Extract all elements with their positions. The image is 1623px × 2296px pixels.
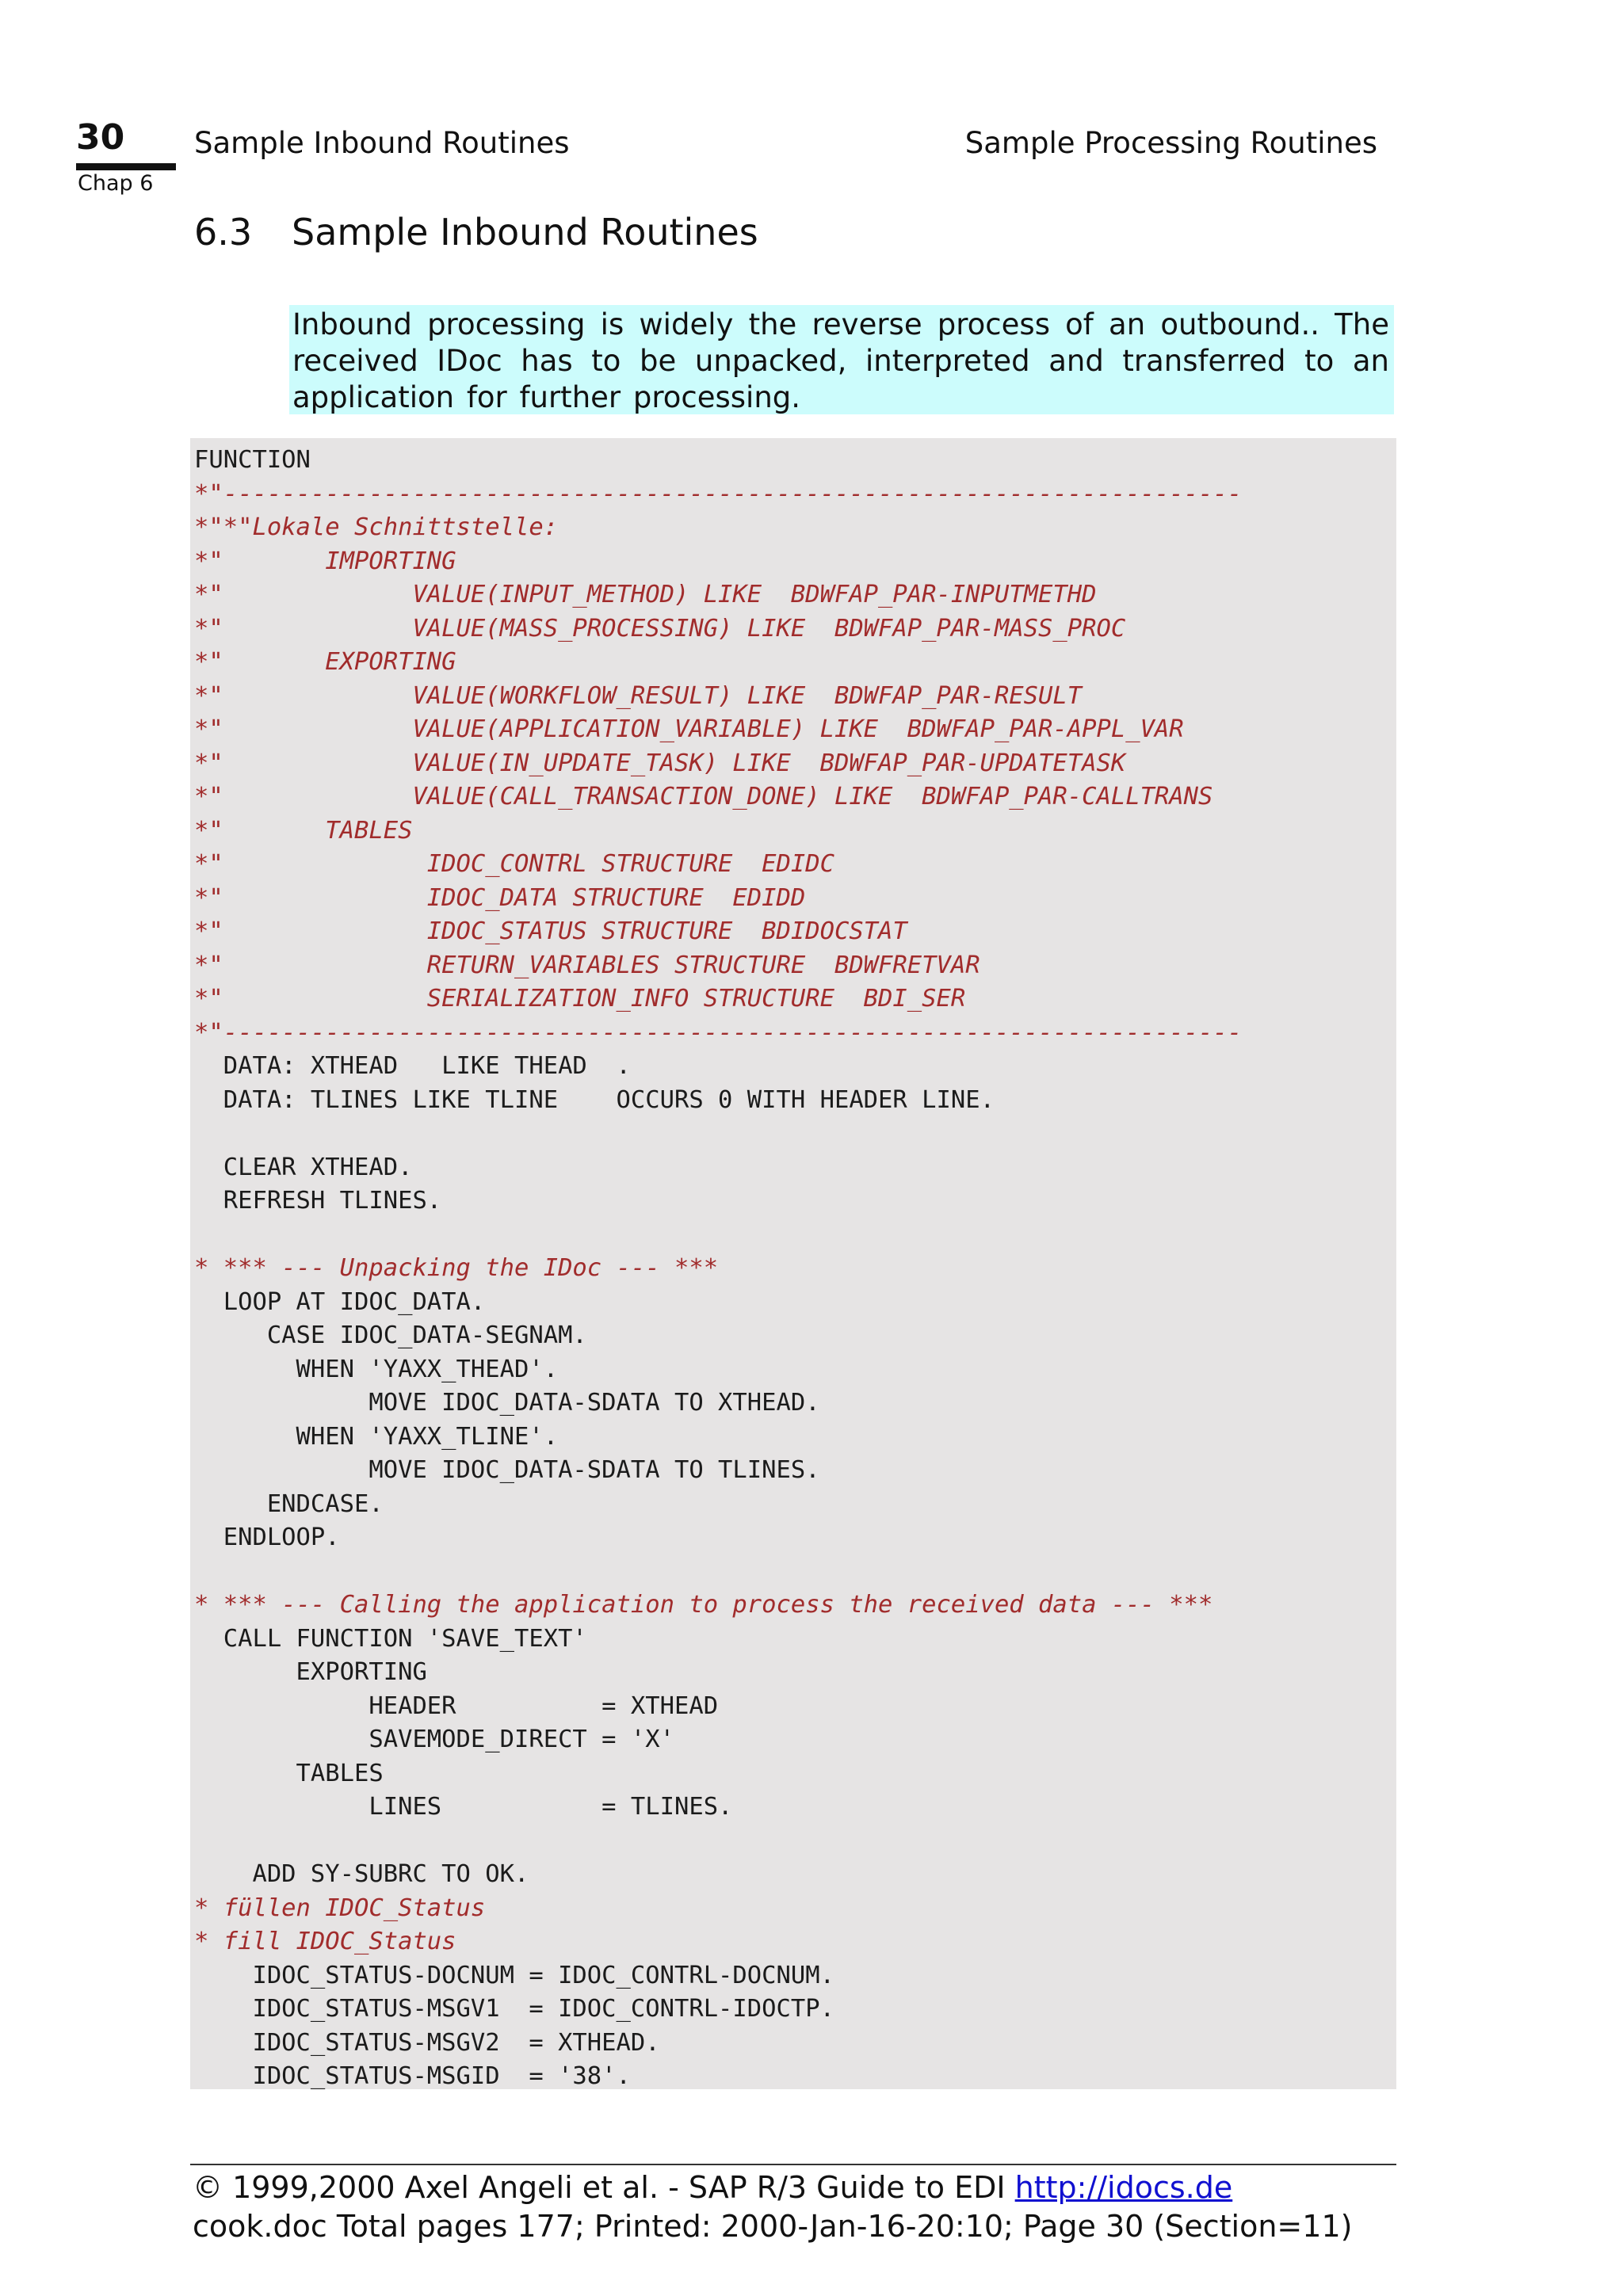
code-line: ENDLOOP. <box>194 1524 340 1551</box>
code-line: CALL FUNCTION 'SAVE_TEXT' <box>194 1624 587 1653</box>
code-comment-line: *" VALUE(APPLICATION_VARIABLE) LIKE BDWFAP_PAR-APPL_VAR <box>194 715 1184 743</box>
code-comment-line: *" VALUE(IN_UPDATE_TASK) LIKE BDWFAP_PAR-UPDATETASK <box>194 749 1126 777</box>
code-listing <box>190 438 1396 2089</box>
website-link[interactable]: http://idocs.de <box>1014 2170 1233 2205</box>
code-line: IDOC_STATUS-MSGV2 = XTHEAD. <box>194 2028 660 2057</box>
page-number: 30 <box>76 117 125 158</box>
code-line: CASE IDOC_DATA-SEGNAM. <box>194 1322 587 1349</box>
code-comment-line: * *** --- Calling the application to process the received data --- *** <box>194 1591 1213 1619</box>
section-heading <box>194 211 758 254</box>
running-title-right: Sample Processing Routines <box>964 126 1377 160</box>
code-line: IDOC_STATUS-MSGID = '38'. <box>194 2062 631 2089</box>
code-line: REFRESH TLINES. <box>194 1187 442 1215</box>
code-line: MOVE IDOC_DATA-SDATA TO TLINES. <box>194 1456 820 1484</box>
code-line <box>194 1219 1396 1253</box>
code-line: WHEN 'YAXX_THEAD'. <box>194 1355 559 1383</box>
code-comment-line: *" VALUE(WORKFLOW_RESULT) LIKE BDWFAP_PAR-RESULT <box>194 681 1083 710</box>
code-line: HEADER = XTHEAD <box>194 1691 719 1720</box>
code-line: IDOC_STATUS-MSGV1 = IDOC_CONTRL-IDOCTP. <box>194 1995 834 2023</box>
page-number-rule <box>76 163 176 170</box>
code-comment-line: *" IDOC_DATA STRUCTURE EDIDD <box>194 883 806 912</box>
code-line: LINES = TLINES. <box>194 1793 733 1821</box>
footer-copyright <box>193 2172 1232 2205</box>
running-title-left: Sample Inbound Routines <box>194 126 570 160</box>
code-comment-line: *" VALUE(MASS_PROCESSING) LIKE BDWFAP_PAR-MASS_PROC <box>194 614 1126 643</box>
code-line: IDOC_STATUS-DOCNUM = IDOC_CONTRL-DOCNUM. <box>194 1961 834 1989</box>
chapter-label: Chap 6 <box>78 171 154 196</box>
code-line: DATA: TLINES LIKE TLINE OCCURS 0 WITH HEADER LINE. <box>194 1085 995 1114</box>
code-line: TABLES <box>194 1759 384 1787</box>
code-comment-line: *" VALUE(CALL_TRANSACTION_DONE) LIKE BDWFAP_PAR-CALLTRANS <box>194 783 1213 810</box>
code-line <box>194 1117 1396 1151</box>
code-comment-line: *"---------------------------------------------------------------------- <box>194 479 1243 508</box>
footer-rule <box>190 2164 1396 2165</box>
code-line: FUNCTION <box>194 446 311 474</box>
code-comment-line: *"*"Lokale Schnittstelle: <box>194 513 559 541</box>
section-number: 6.3 <box>194 211 253 254</box>
summary-box: Inbound processing is widely the reverse process of an outbound.. The received IDoc has to be unpacked, interpreted and transferred to an application for further processing. <box>289 305 1394 414</box>
code-comment-line: * *** --- Unpacking the IDoc --- *** <box>194 1254 719 1282</box>
code-line: EXPORTING <box>194 1658 427 1686</box>
code-comment-line: *" IMPORTING <box>194 547 456 575</box>
code-comment-line: * fill IDOC_Status <box>194 1928 456 1955</box>
code-comment-line: *"---------------------------------------------------------------------- <box>194 1018 1243 1047</box>
code-comment-line: *" IDOC_STATUS STRUCTURE BDIDOCSTAT <box>194 917 907 945</box>
copyright-text: © 1999,2000 Axel Angeli et al. - SAP R/3 Guide to EDI <box>193 2170 1015 2205</box>
code-line <box>194 1555 1396 1589</box>
footer-print-info: cook.doc Total pages 177; Printed: 2000-Jan-16-20:10; Page 30 (Section=11) <box>193 2209 1353 2244</box>
code-comment-line: *" SERIALIZATION_INFO STRUCTURE BDI_SER <box>194 985 966 1013</box>
code-line: CLEAR XTHEAD. <box>194 1153 413 1181</box>
code-comment-line: *" IDOC_CONTRL STRUCTURE EDIDC <box>194 850 834 878</box>
code-line: WHEN 'YAXX_TLINE'. <box>194 1422 559 1451</box>
code-line: MOVE IDOC_DATA-SDATA TO XTHEAD. <box>194 1389 820 1417</box>
code-line: LOOP AT IDOC_DATA. <box>194 1287 486 1316</box>
code-comment-line: * füllen IDOC_Status <box>194 1894 486 1922</box>
code-line: DATA: XTHEAD LIKE THEAD . <box>194 1052 631 1080</box>
code-comment-line: *" EXPORTING <box>194 648 456 676</box>
code-line <box>194 1825 1396 1859</box>
section-title: Sample Inbound Routines <box>292 211 758 254</box>
code-line: ENDCASE. <box>194 1489 384 1518</box>
code-comment-line: *" RETURN_VARIABLES STRUCTURE BDWFRETVAR <box>194 951 980 979</box>
code-line: ADD SY-SUBRC TO OK. <box>194 1860 529 1888</box>
code-comment-line: *" TABLES <box>194 816 413 845</box>
code-line: SAVEMODE_DIRECT = 'X' <box>194 1726 674 1753</box>
code-comment-line: *" VALUE(INPUT_METHOD) LIKE BDWFAP_PAR-INPUTMETHD <box>194 581 1097 608</box>
